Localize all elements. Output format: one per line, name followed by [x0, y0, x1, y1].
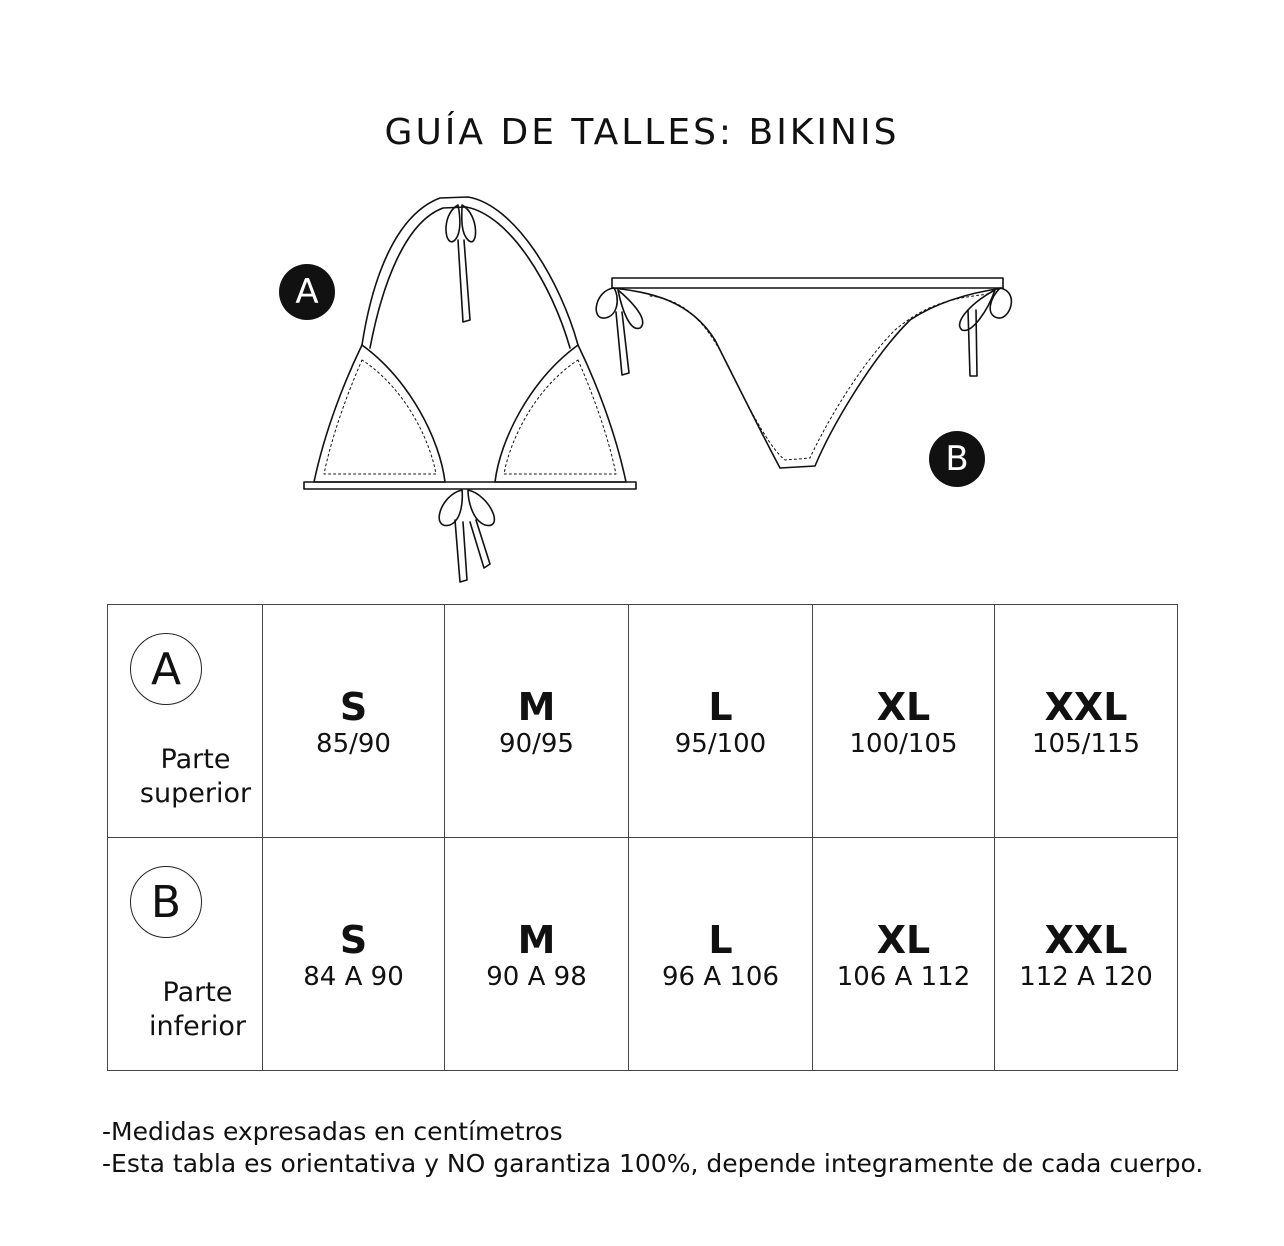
row-label-cell — [108, 838, 263, 1071]
bikini-illustration — [0, 0, 1284, 600]
size-cell — [263, 838, 445, 1071]
size-name: XXL — [1044, 918, 1128, 962]
size-name: XXL — [1044, 685, 1128, 729]
size-cell — [445, 838, 629, 1071]
size-measure: 90/95 — [499, 729, 574, 759]
badge-b-icon: B — [929, 431, 985, 487]
footnote-units: -Medidas expresadas en centímetros — [102, 1117, 563, 1146]
table-row-bottom — [108, 838, 1178, 1071]
badge-a-icon: A — [279, 264, 335, 320]
size-name: XL — [876, 918, 931, 962]
size-measure: 112 A 120 — [1019, 962, 1153, 992]
size-measure: 95/100 — [674, 729, 767, 759]
size-measure: 96 A 106 — [661, 962, 780, 992]
size-name: S — [339, 685, 368, 729]
footnote-disclaimer: -Esta tabla es orientativa y NO garantiza 100%, depende integramente de cada cuerpo. — [102, 1149, 1204, 1178]
size-table — [107, 604, 1178, 1071]
size-name: L — [708, 918, 733, 962]
size-name: M — [517, 918, 556, 962]
size-cell — [995, 605, 1178, 838]
size-name: S — [339, 918, 368, 962]
size-name: XL — [876, 685, 931, 729]
size-measure: 100/105 — [849, 729, 958, 759]
size-cell — [263, 605, 445, 838]
size-cell — [629, 838, 813, 1071]
size-measure: 90 A 98 — [486, 962, 587, 992]
footnotes — [102, 1116, 1203, 1180]
letter-circle: B — [130, 866, 202, 938]
size-cell — [813, 605, 995, 838]
page-title: GUÍA DE TALLES: BIKINIS — [384, 112, 900, 153]
size-measure: 84 A 90 — [303, 962, 404, 992]
table-row-top — [108, 605, 1178, 838]
size-measure: 85/90 — [316, 729, 391, 759]
size-cell — [995, 838, 1178, 1071]
part-label: Parte inferior — [149, 977, 246, 1042]
letter-circle: A — [130, 633, 202, 705]
size-cell — [813, 838, 995, 1071]
bikini-top-drawing — [304, 197, 636, 582]
size-measure: 105/115 — [1031, 729, 1140, 759]
size-measure: 106 A 112 — [836, 962, 971, 992]
size-name: L — [708, 685, 733, 729]
part-label: Parte superior — [139, 744, 252, 809]
row-label-cell — [108, 605, 263, 838]
size-name: M — [517, 685, 556, 729]
size-cell — [445, 605, 629, 838]
size-cell — [629, 605, 813, 838]
